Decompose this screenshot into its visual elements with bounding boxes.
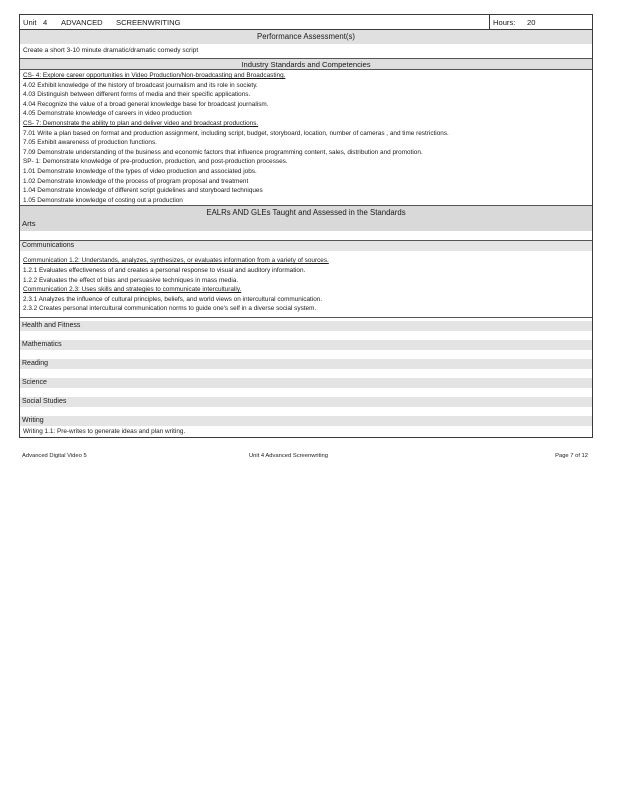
footer-course: Advanced Digital Video 5 <box>22 453 87 459</box>
standard-line: CS- 4: Explore career opportunities in Video Production/Non-broadcasting and Broadcasting. <box>23 72 286 79</box>
standard-line: 7.01 Write a plan based on format and production assignment, including script, budget, storyboard, location, number of cameras , and time restrictions. <box>23 129 449 137</box>
standard-line: 1.05 Demonstrate knowledge of costing out a production <box>23 196 183 204</box>
standard-line: 4.03 Distinguish between different forms of media and their specific applications. <box>23 91 251 99</box>
communication-line: Communication 2.3: Uses skills and strategies to communicate interculturally. <box>23 286 242 294</box>
unit-document <box>19 14 593 438</box>
unit-number: 4 <box>43 18 48 27</box>
spacer <box>20 231 592 240</box>
communication-line: 2.3.2 Creates personal intercultural communication norms to guide one's self in a diverse social system. <box>23 305 317 313</box>
standard-line: 4.02 Exhibit knowledge of the history of broadcast journalism and its role in society. <box>23 81 258 89</box>
standard-line: CS- 7: Demonstrate the ability to plan and deliver video and broadcast productions. <box>23 119 259 127</box>
communication-line: 2.3.1 Analyzes the influence of cultural principles, beliefs, and world views on intercultural communication. <box>23 295 323 303</box>
writing-label: Writing <box>20 416 592 426</box>
industry-heading: Industry Standards and Competencies <box>20 58 592 70</box>
spacer <box>20 388 592 397</box>
communication-line: 1.2.1 Evaluates effectiveness of and creates a personal response to visual and auditory information. <box>23 266 306 274</box>
standard-line: 4.05 Demonstrate knowledge of careers in video production <box>23 110 192 118</box>
spacer <box>20 331 592 340</box>
writing-standard: Writing 1.1: Pre-writes to generate ideas and plan writing. <box>23 428 186 436</box>
page-footer <box>22 453 588 463</box>
spacer <box>20 350 592 359</box>
arts-label: Arts <box>22 219 36 229</box>
standard-line: 1.01 Demonstrate knowledge of the types of video production and associated jobs. <box>23 167 257 175</box>
spacer <box>20 407 592 416</box>
hours-value: 20 <box>527 18 536 27</box>
unit-header <box>20 15 592 30</box>
communication-line: Communication 1.2: Understands, analyzes, synthesizes, or evaluates information from a variety of sources. <box>23 257 329 265</box>
ealrs-heading: EALRs AND GLEs Taught and Assessed in the Standards <box>206 208 406 218</box>
social-studies-label: Social Studies <box>20 397 592 407</box>
unit-label: Unit <box>23 18 37 27</box>
footer-unit: Unit 4 Advanced Screenwriting <box>249 453 328 459</box>
standard-line: 7.09 Demonstrate understanding of the business and economic factors that influence programming content, sales, distribution and promotion. <box>23 148 423 156</box>
course-subtitle: SCREENWRITING <box>116 18 181 27</box>
performance-heading: Performance Assessment(s) <box>20 30 592 44</box>
standard-line: SP- 1: Demonstrate knowledge of pre-production, production, and post-production processes. <box>23 158 288 166</box>
communications-block <box>20 240 592 318</box>
header-divider <box>489 15 490 30</box>
communications-list <box>20 255 592 317</box>
standard-line: 1.02 Demonstrate knowledge of the process of program proposal and treatment <box>23 177 249 185</box>
ealrs-header <box>20 205 592 231</box>
standard-line: 1.04 Demonstrate knowledge of different script guidelines and storyboard techniques <box>23 187 263 195</box>
spacer <box>20 369 592 378</box>
reading-label: Reading <box>20 359 592 369</box>
course-title: ADVANCED <box>61 18 103 27</box>
communications-label: Communications <box>20 241 592 251</box>
industry-standards-list <box>20 70 592 205</box>
performance-prompt: Create a short 3-10 minute dramatic/dramatic comedy script <box>23 47 199 54</box>
math-label: Mathematics <box>20 340 592 350</box>
standard-line: 4.04 Recognize the value of a broad general knowledge base for broadcast journalism. <box>23 100 269 108</box>
health-label: Health and Fitness <box>20 321 592 331</box>
hours-label: Hours: <box>493 18 516 27</box>
communication-line: 1.2.2 Evaluates the effect of bias and persuasive techniques in mass media. <box>23 276 239 284</box>
standard-line: 7.05 Exhibit awareness of production functions. <box>23 139 157 147</box>
footer-page-number: Page 7 of 12 <box>555 453 588 459</box>
science-label: Science <box>20 378 592 388</box>
